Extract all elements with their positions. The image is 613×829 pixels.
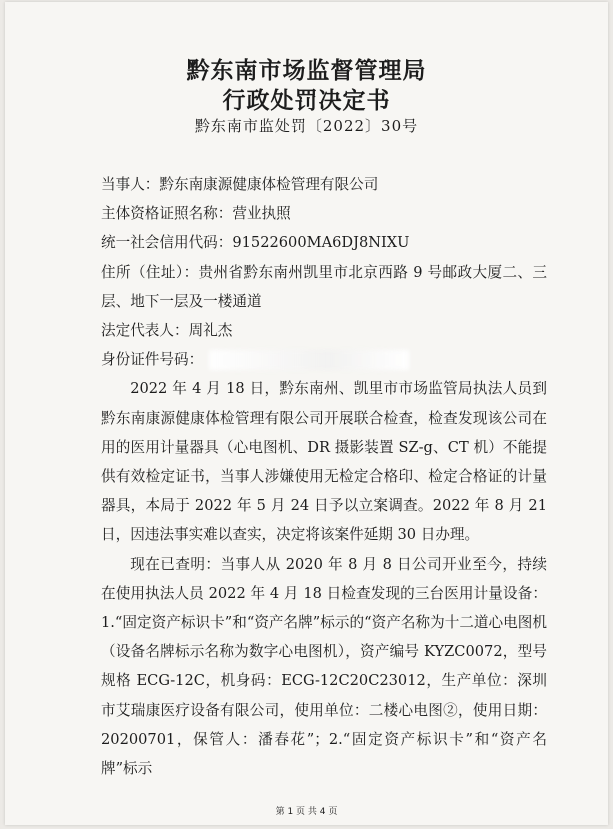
id-number-label: 身份证件号码： <box>101 351 204 369</box>
paragraph-case-background: 2022 年 4 月 18 日，黔东南州、凯里市市场监管局执法人员到黔东南康源健康体检管理有限公司开展联合检查，检查发现该公司在用的医用计量器具（心电图机、DR 摄影装置 SZ-g、CT 机）不能提供有效检定证书，当事人涉嫌使用无检定合格印、检定合格证的计量器具，本局于 2022 年 5 月 24 日予以立案调查。2022 年 8 月 21 日，因违法事实难以查实，决定将该案件延期 30 日办理。 <box>101 380 547 544</box>
redacted-id-number <box>209 350 409 370</box>
id-number-line <box>101 345 547 374</box>
address-line: 住所（住址）：贵州省黔东南州凯里市北京西路 9 号邮政大厦二、三层、地下一层及一楼通道 <box>101 263 547 310</box>
credit-code-line: 统一社会信用代码：91522600MA6DJ8NIXU <box>101 234 410 252</box>
party-line: 当事人：黔东南康源健康体检管理有限公司 <box>101 176 379 193</box>
legal-rep-line: 法定代表人：周礼杰 <box>101 322 233 340</box>
document-title-type: 行政处罚决定书 <box>222 87 391 114</box>
document-title-agency: 黔东南市场监督管理局 <box>186 57 427 84</box>
document-number: 黔东南市监处罚〔2022〕30号 <box>194 117 419 135</box>
document-page <box>5 2 608 825</box>
document-body <box>101 170 547 783</box>
cert-name-line: 主体资格证照名称：营业执照 <box>101 205 291 223</box>
page-footer: 第 1 页 共 4 页 <box>275 807 338 817</box>
paragraph-findings: 现在已查明：当事人从 2020 年 8 月 8 日公司开业至今，持续在使用执法人员 2022 年 4 月 18 日检查发现的三台医用计量设备：1.“固定资产标识卡”和“资产名牌”标示的“资产名称为十二道心电图机（设备名牌标示名称为数字心电图机），资产编号 KYZC0072，型号规格 ECG-12C，机身码：ECG-12C20C23012，生产单位：深圳市艾瑞康医疗设备有限公司，使用单位：二楼心电图②，使用日期：20200701，保管人：潘春花”；2.“固定资产标识卡”和“资产名牌”标示 <box>101 555 547 778</box>
